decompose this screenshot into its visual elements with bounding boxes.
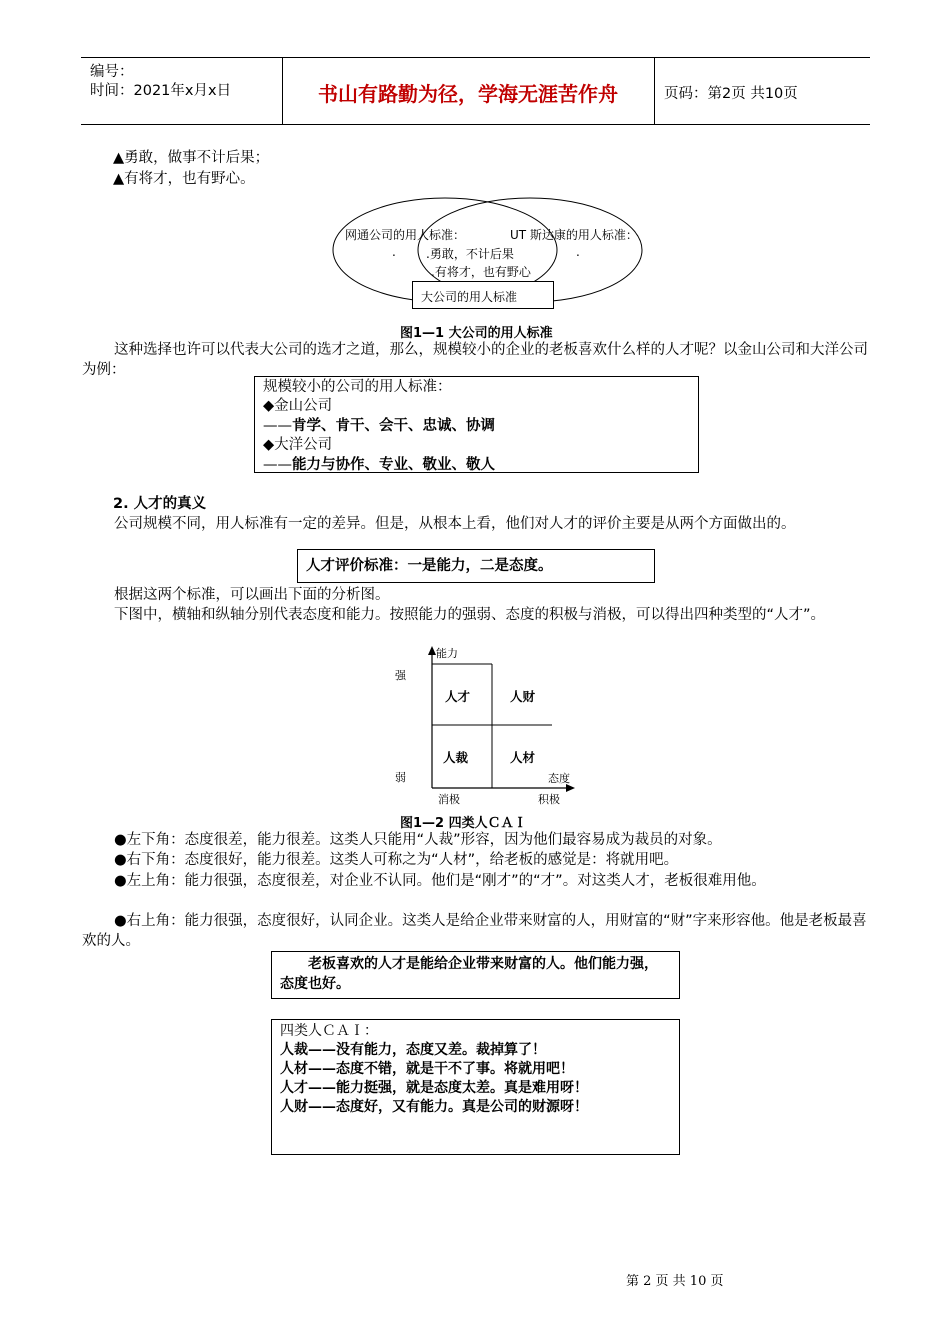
negative-label: 消极 bbox=[438, 793, 460, 806]
cai-title: 四类人ＣＡＩ： bbox=[280, 1023, 378, 1039]
bullet-1: ▲勇敢，做事不计后果； bbox=[113, 150, 270, 166]
cai-line-renc-material: 人材——态度不错，就是干不了事。将就用吧！ bbox=[280, 1061, 574, 1077]
company-jinshan-traits: 肯学、肯干、会干、忠诚、协调 bbox=[292, 417, 495, 434]
bullet-2: ▲有将才，也有野心。 bbox=[113, 171, 255, 187]
header-top-line bbox=[81, 57, 870, 58]
paragraph-3: 根据这两个标准，可以画出下面的分析图。 bbox=[114, 587, 390, 603]
cai-line-renc-wealth: 人财——态度好，又有能力。真是公司的财源呀！ bbox=[280, 1099, 588, 1115]
paragraph-4: 下图中，横轴和纵轴分别代表态度和能力。按照能力的强弱、态度的积极与消极，可以得出四种类型的“人才”。 bbox=[114, 607, 826, 623]
paragraph-1: 这种选择也许可以代表大公司的选才之道，那么，规模较小的企业的老板喜欢什么样的人才呢？以金山公司和大洋公司为例： bbox=[82, 342, 868, 378]
header-divider bbox=[654, 57, 655, 124]
company-dayang-traits-row bbox=[263, 455, 698, 475]
note-bottom-left: ●左下角：态度很差，能力很差。这类人只能用“人裁”形容，因为他们最容易成为裁员的对象。 bbox=[114, 832, 722, 848]
boss-preference-box: 老板喜欢的人才是能给企业带来财富的人。他们能力强，态度也好。 bbox=[271, 951, 680, 999]
header-motto: 书山有路勤为径，学海无涯苦作舟 bbox=[318, 82, 618, 106]
y-axis-arrow bbox=[428, 646, 436, 655]
section-title: 2. 人才的真义 bbox=[113, 496, 207, 512]
header-serial: 编号： bbox=[90, 64, 134, 80]
cai-line-renc-talent: 人才——能力挺强，就是态度太差。真是难用呀！ bbox=[280, 1080, 588, 1096]
venn-shared-1: .勇敢，不计后果 bbox=[426, 247, 514, 261]
small-company-box bbox=[254, 376, 699, 473]
quadrant-top-right: 人财 bbox=[510, 689, 536, 704]
quadrant-bottom-left: 人裁 bbox=[443, 750, 469, 765]
venn-right-label: UT 斯达康的用人标准： bbox=[510, 228, 638, 242]
company-dayang: ◆大洋公司 bbox=[263, 437, 333, 453]
header-bottom-line bbox=[81, 124, 870, 125]
header-date: 时间：2021年x月x日 bbox=[90, 83, 232, 99]
quadrant-bottom-right: 人材 bbox=[510, 750, 536, 765]
company-dayang-traits: 能力与协作、专业、敬业、敬人 bbox=[292, 456, 495, 473]
figure-1-caption: 图1—1 大公司的用人标准 bbox=[400, 326, 553, 341]
criteria-box: 人才评价标准：一是能力，二是态度。 bbox=[297, 549, 655, 583]
note-top-left: ●左上角：能力很强，态度很差，对企业不认同。他们是“刚才”的“才”。对这类人才，老板很难用他。 bbox=[114, 873, 766, 889]
x-axis-label: 态度 bbox=[548, 772, 570, 785]
cai-line-renc-cut: 人裁——没有能力，态度又差。裁掉算了！ bbox=[280, 1042, 546, 1058]
strong-label: 强 bbox=[395, 669, 406, 682]
paragraph-2: 公司规模不同，用人标准有一定的差异。但是，从根本上看，他们对人才的评价主要是从两个方面做出的。 bbox=[114, 516, 796, 532]
note-top-right: ●右上角：能力很强，态度很好，认同企业。这类人是给企业带来财富的人，用财富的“财”字来形容他。他是老板最喜欢的人。 bbox=[82, 913, 867, 949]
small-company-title: 规模较小的公司的用人标准： bbox=[263, 379, 452, 395]
dash: —— bbox=[263, 457, 292, 473]
venn-shared-2: .有将才，也有野心 bbox=[431, 265, 531, 279]
header-page-label: 页码：第2页 共10页 bbox=[664, 86, 798, 102]
cai-summary-box bbox=[271, 1019, 680, 1155]
positive-label: 积极 bbox=[538, 793, 560, 806]
venn-left-label: 网通公司的用人标准： bbox=[345, 228, 466, 242]
venn-box-label: 大公司的用人标准 bbox=[412, 281, 554, 309]
page-footer: 第 2 页 共 10 页 bbox=[626, 1274, 724, 1289]
figure-2-caption: 图1—2 四类人ＣＡＩ bbox=[400, 816, 527, 831]
quadrant-top-left: 人才 bbox=[445, 689, 471, 704]
note-bottom-right: ●右下角：态度很好，能力很差。这类人可称之为“人材”，给老板的感觉是：将就用吧。 bbox=[114, 852, 679, 868]
venn-right-dot: . bbox=[576, 245, 580, 259]
company-jinshan-traits-row bbox=[263, 416, 698, 436]
dash: —— bbox=[263, 418, 292, 434]
company-jinshan: ◆金山公司 bbox=[263, 398, 333, 414]
y-axis-label: 能力 bbox=[436, 647, 458, 660]
venn-left-dot: . bbox=[392, 245, 396, 259]
weak-label: 弱 bbox=[395, 771, 406, 784]
